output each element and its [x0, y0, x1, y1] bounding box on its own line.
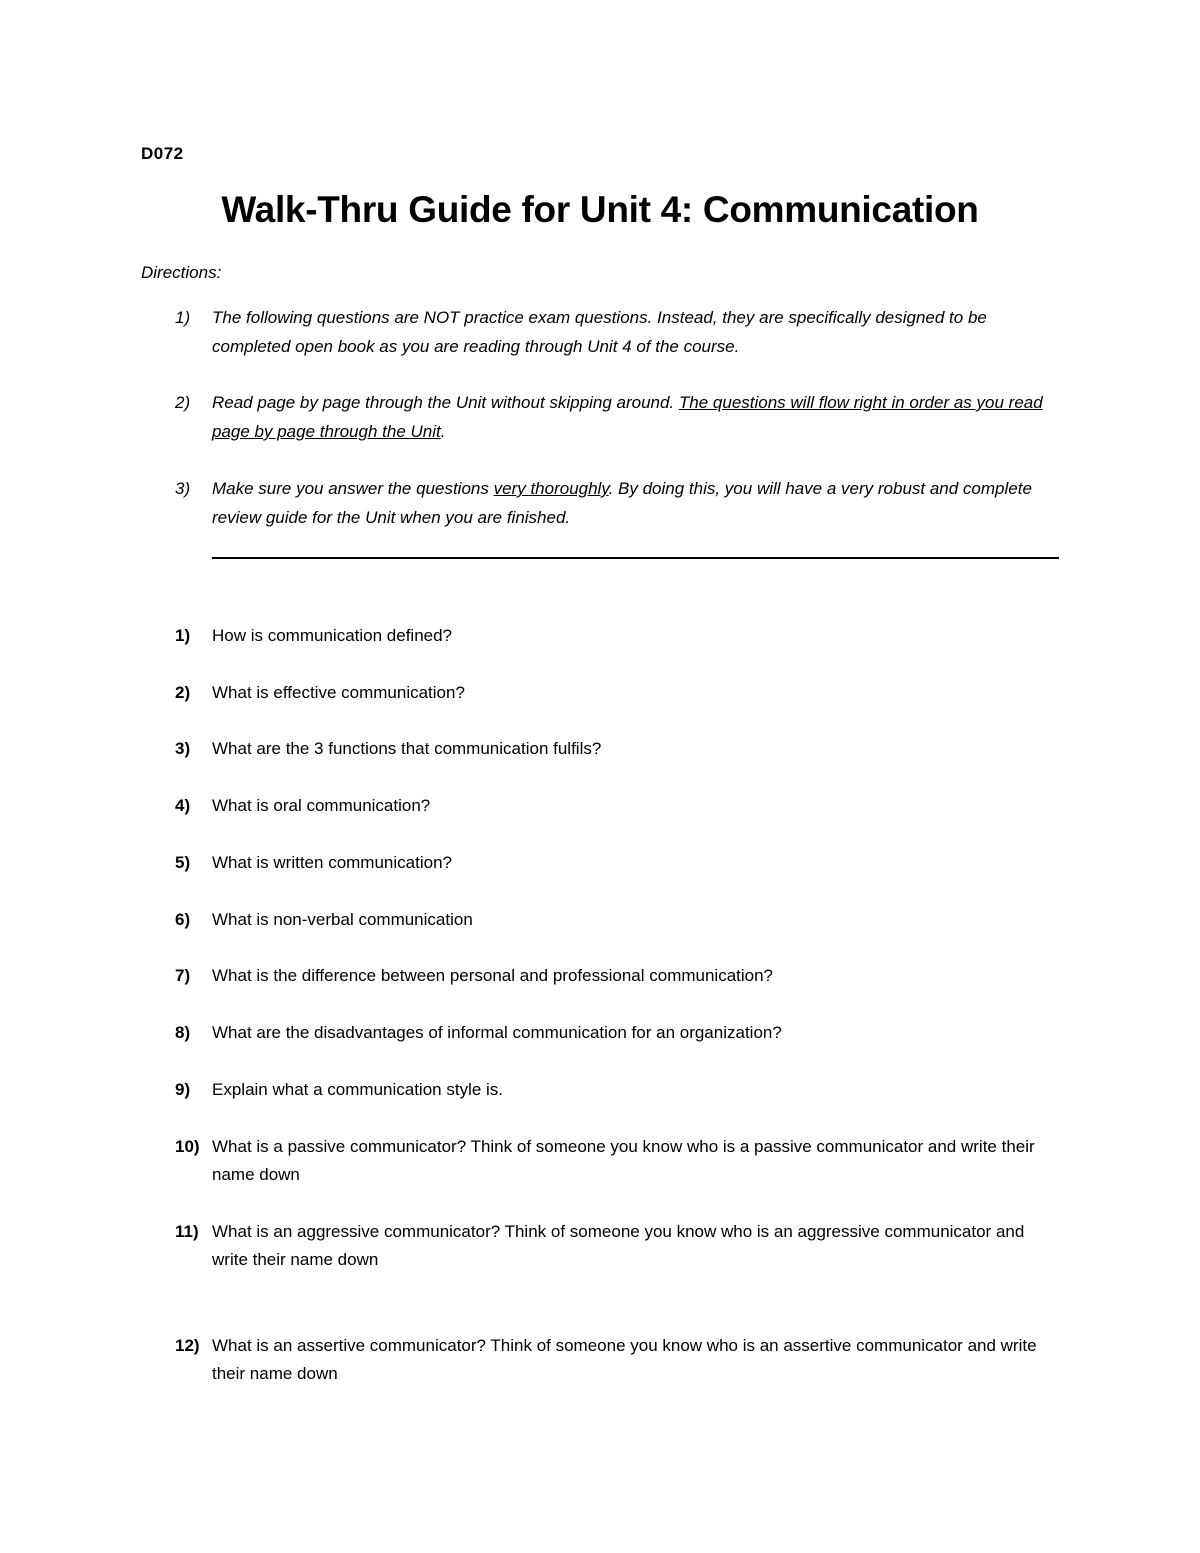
course-code: D072	[141, 144, 184, 163]
question-item-11	[141, 1218, 1061, 1274]
direction-text	[212, 474, 1061, 532]
question-item-4	[141, 792, 1061, 820]
question-number: 6)	[175, 910, 191, 929]
question-item-6	[141, 906, 1061, 934]
question-text: What are the 3 functions that communication fulfils?	[212, 739, 602, 758]
question-text: What is the difference between personal and professional communication?	[212, 966, 774, 985]
question-number: 4)	[175, 796, 191, 815]
question-text: What are the disadvantages of informal communication for an organization?	[212, 1023, 782, 1042]
direction-number: 2)	[175, 393, 191, 412]
page-title: Walk-Thru Guide for Unit 4: Communication	[221, 189, 979, 230]
direction-number: 3)	[175, 479, 191, 498]
question-text: What is non-verbal communication	[212, 910, 473, 929]
question-number: 11)	[175, 1222, 199, 1241]
directions-label: Directions:	[141, 263, 222, 282]
question-text: What is an aggressive communicator? Think of someone you know who is an aggressive communicator and write their name down	[212, 1222, 1025, 1269]
question-text: What is written communication?	[212, 853, 452, 872]
direction-text-underlined: very thoroughly	[493, 479, 609, 498]
direction-number: 1)	[175, 308, 191, 327]
direction-item-3	[141, 474, 1061, 532]
question-number: 9)	[175, 1080, 191, 1099]
question-text: Explain what a communication style is.	[212, 1080, 504, 1099]
question-item-1	[141, 622, 1061, 650]
question-number: 1)	[175, 626, 191, 645]
question-number: 12)	[175, 1336, 200, 1355]
question-item-8	[141, 1019, 1061, 1047]
question-text: What is a passive communicator? Think of someone you know who is a passive communicator and write their name down	[212, 1137, 1035, 1184]
question-number: 8)	[175, 1023, 191, 1042]
question-number: 10)	[175, 1137, 200, 1156]
divider-line	[212, 557, 1059, 559]
question-item-3	[141, 735, 1061, 763]
question-number: 3)	[175, 739, 191, 758]
question-item-2	[141, 679, 1061, 707]
direction-text-tail: .	[440, 422, 446, 441]
question-item-5	[141, 849, 1061, 877]
question-text: What is an assertive communicator? Think of someone you know who is an assertive communicator and write their name down	[212, 1336, 1037, 1383]
direction-text-underlined: The questions will flow right in order as you read page by page through the Unit	[212, 393, 1043, 441]
question-item-9	[141, 1076, 1061, 1104]
question-number: 7)	[175, 966, 191, 985]
question-item-12	[141, 1332, 1061, 1388]
question-item-10	[141, 1133, 1061, 1189]
question-item-7	[141, 962, 1061, 990]
direction-item-1	[141, 303, 1061, 361]
direction-item-2	[141, 388, 1061, 446]
direction-text-lead: Make sure you answer the questions	[212, 479, 494, 498]
direction-text-lead: Read page by page through the Unit without skipping around.	[212, 393, 679, 412]
question-text: How is communication defined?	[212, 626, 453, 645]
direction-text	[212, 388, 1061, 446]
question-number: 2)	[175, 683, 191, 702]
direction-text-tail: . By doing this, you will have a very robust and complete review guide for the Unit when you are finished.	[212, 479, 1032, 527]
question-text: What is oral communication?	[212, 796, 431, 815]
direction-text: The following questions are NOT practice exam questions. Instead, they are specifically designed to be completed open book as you are reading through Unit 4 of the course.	[212, 308, 987, 356]
question-number: 5)	[175, 853, 191, 872]
question-text: What is effective communication?	[212, 683, 465, 702]
